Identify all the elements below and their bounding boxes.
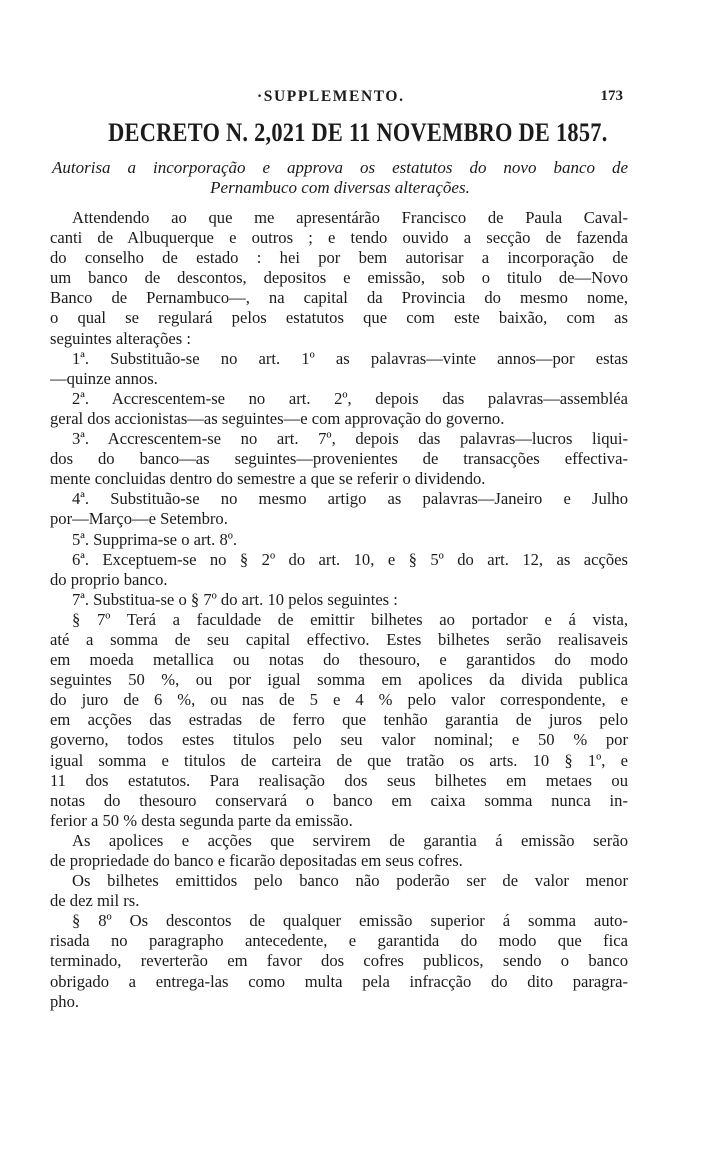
body-text-line: igual somma e titulos de carteira de que tratão os arts. 10 § 1º, e — [50, 750, 628, 770]
body-text-line: § 8º Os descontos de qualquer emissão superior á somma auto- — [72, 911, 628, 931]
body-text-line: dos do banco—as seguintes—provenientes de transacções effectiva- — [50, 449, 628, 469]
body-text-line: de propriedade do banco e ficarão depositadas em seus cofres. — [50, 851, 463, 870]
body-text-line: em acções das estradas de ferro que tenhão garantia de juros pelo — [50, 710, 628, 730]
body-text-line: 7ª. Substitua-se o § 7º do art. 10 pelos seguintes : — [72, 589, 398, 609]
running-head — [0, 88, 715, 110]
decree-subtitle-line: Pernambuco com diversas alterações. — [210, 178, 470, 197]
body-text-line: seguintes alterações : — [50, 328, 191, 348]
body-text-line: pho. — [50, 991, 80, 1011]
body-text-line: do conselho de estado : hei por bem autorisar a incorporação de — [50, 248, 628, 268]
body-text-line: ferior a 50 % desta segunda parte da emissão. — [50, 810, 353, 830]
body-text-line: 1ª. Substituão-se no art. 1º as palavras—vinte annos—por estas — [72, 348, 628, 368]
body-text-line: —quinze annos. — [50, 368, 158, 388]
body-text-line: em moeda metallica ou notas do thesouro, e garantidos do modo — [50, 650, 628, 670]
body-text-line: até a somma de seu capital effectivo. Estes bilhetes serão realisaveis — [50, 629, 628, 649]
body-text-line: Os bilhetes emittidos pelo banco não poderão ser de valor menor — [72, 871, 628, 891]
body-text-line: por—Março—e Setembro. — [50, 509, 228, 529]
decree-body — [50, 208, 628, 1012]
body-text-line: Banco de Pernambuco—, na capital da Provincia do mesmo nome, — [50, 288, 628, 308]
body-text-line: 4ª. Substituão-se no mesmo artigo as palavras—Janeiro e Julho — [72, 489, 628, 509]
body-text-line: notas do thesouro conservará o banco em caixa somma nunca in- — [50, 790, 628, 810]
body-text-line: 6ª. Exceptuem-se no § 2º do art. 10, e § 5º do art. 12, as acções — [72, 549, 628, 569]
body-text-line: 3ª. Accrescentem-se no art. 7º, depois das palavras—lucros liqui- — [72, 429, 628, 449]
body-text-line: Attendendo ao que me apresentárão Francisco de Paula Caval- — [72, 208, 628, 227]
body-text-line: 11 dos estatutos. Para realisação dos seus bilhetes em metaes ou — [50, 770, 628, 790]
body-text-line: o qual se regulará pelos estatutos que com este baixão, com as — [50, 308, 628, 328]
body-text-line: um banco de descontos, depositos e emissão, sob o titulo de—Novo — [50, 268, 628, 288]
body-text-line: 2ª. Accrescentem-se no art. 2º, depois das palavras—assembléa — [72, 388, 628, 408]
body-text-line: seguintes 50 %, ou por igual somma em apolices da divida publica — [50, 670, 628, 690]
body-text-line: geral dos accionistas—as seguintes—e com approvação do governo. — [50, 408, 505, 428]
body-text-line: do proprio banco. — [50, 569, 168, 589]
decree-title: DECRETO N. 2,021 DE 11 NOVEMBRO DE 1857. — [108, 118, 608, 147]
body-text-line: de dez mil rs. — [50, 891, 140, 911]
body-text-line: mente concluidas dentro do semestre a que se referir o dividendo. — [50, 469, 486, 489]
running-title: ·SUPPLEMENTO. — [257, 88, 405, 105]
body-text-line: risada no paragrapho antecedente, e garantida do modo que fica — [50, 931, 628, 951]
body-text-line: 5ª. Supprima-se o art. 8º. — [72, 529, 238, 549]
body-text-line: As apolices e acções que servirem de garantia á emissão serão — [72, 830, 628, 850]
decree-subtitle-line: Autorisa a incorporação e approva os estatutos do novo banco de — [52, 158, 628, 177]
body-text-line: § 7º Terá a faculdade de emittir bilhetes ao portador e á vista, — [72, 609, 628, 629]
body-text-line: obrigado a entrega-las como multa pela infracção do dito paragra- — [50, 971, 628, 991]
body-text-line: do juro de 6 %, ou nas de 5 e 4 % pelo valor correspondente, e — [50, 690, 628, 710]
body-text-line: canti de Albuquerque e outros ; e tendo ouvido a secção de fazenda — [50, 228, 628, 248]
body-text-line: terminado, reverterão em favor dos cofres publicos, sendo o banco — [50, 951, 628, 971]
decree-subtitle — [52, 158, 628, 198]
body-text-line: governo, todos estes titulos pelo seu valor nominal; e 50 % por — [50, 730, 628, 750]
page-number: 173 — [600, 88, 623, 104]
